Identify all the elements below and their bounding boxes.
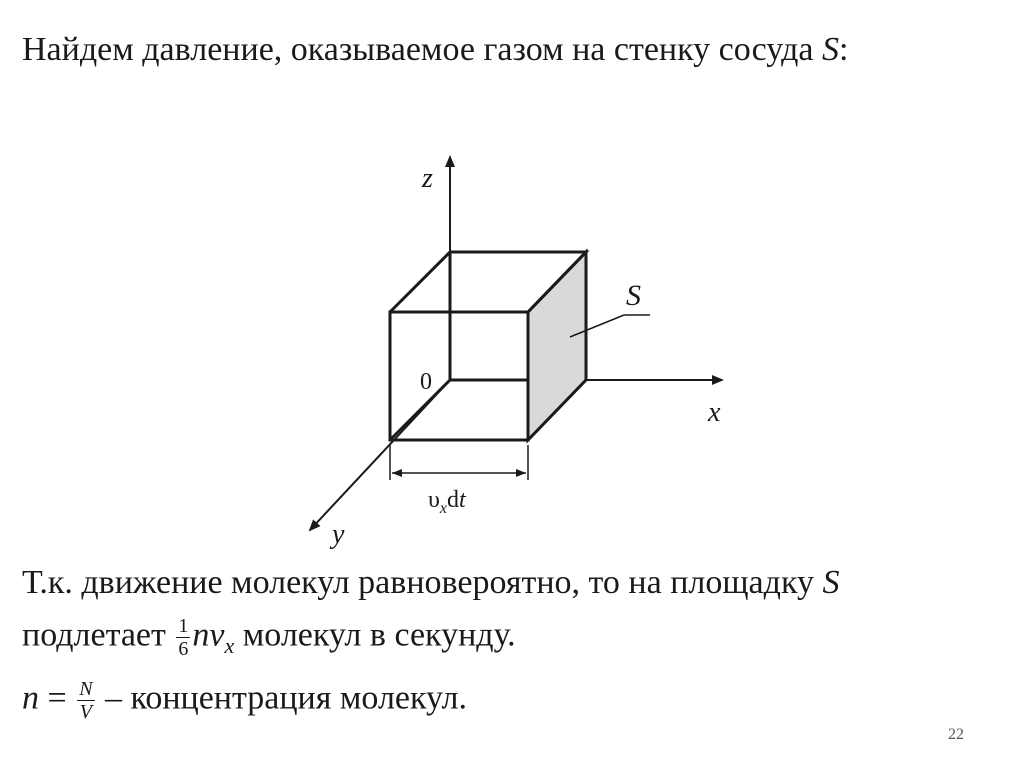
x-axis-label: x [708, 397, 721, 428]
para2-prefix: подлетает [22, 616, 175, 654]
fraction-one-sixth: $\frac{1}{6}$ [178, 615, 189, 660]
paragraph-1 [22, 563, 839, 603]
cube-diagram [290, 145, 770, 555]
slide-heading [22, 30, 848, 70]
equals-sign: = [39, 679, 76, 717]
expr-sub-x: x [224, 633, 235, 659]
slide-number: 22 [948, 726, 964, 743]
para1-var-s: S [822, 564, 840, 601]
heading-text: Найдем давление, оказываемое газом на стенку сосуда [22, 31, 822, 68]
paragraph-2 [22, 615, 516, 666]
expr-nv: nv [192, 616, 225, 654]
heading-var-s: S [821, 31, 839, 68]
y-axis-label: y [332, 519, 345, 550]
para3-suffix: – концентрация молекул. [96, 679, 468, 717]
dimension-label: $\upsilon_xdt$ [428, 487, 466, 517]
face-s-label: S [626, 279, 641, 312]
z-axis-label: z [422, 163, 433, 194]
para2-suffix: молекул в секунду. [234, 616, 516, 654]
origin-label: 0 [420, 369, 432, 395]
heading-colon: : [838, 31, 849, 68]
paragraph-3 [22, 678, 467, 723]
fraction-n-over-v: $\frac{N}{V}$ [79, 678, 93, 723]
para1-text: Т.к. движение молекул равновероятно, то на площадку [22, 564, 823, 601]
var-n: n [22, 679, 39, 717]
